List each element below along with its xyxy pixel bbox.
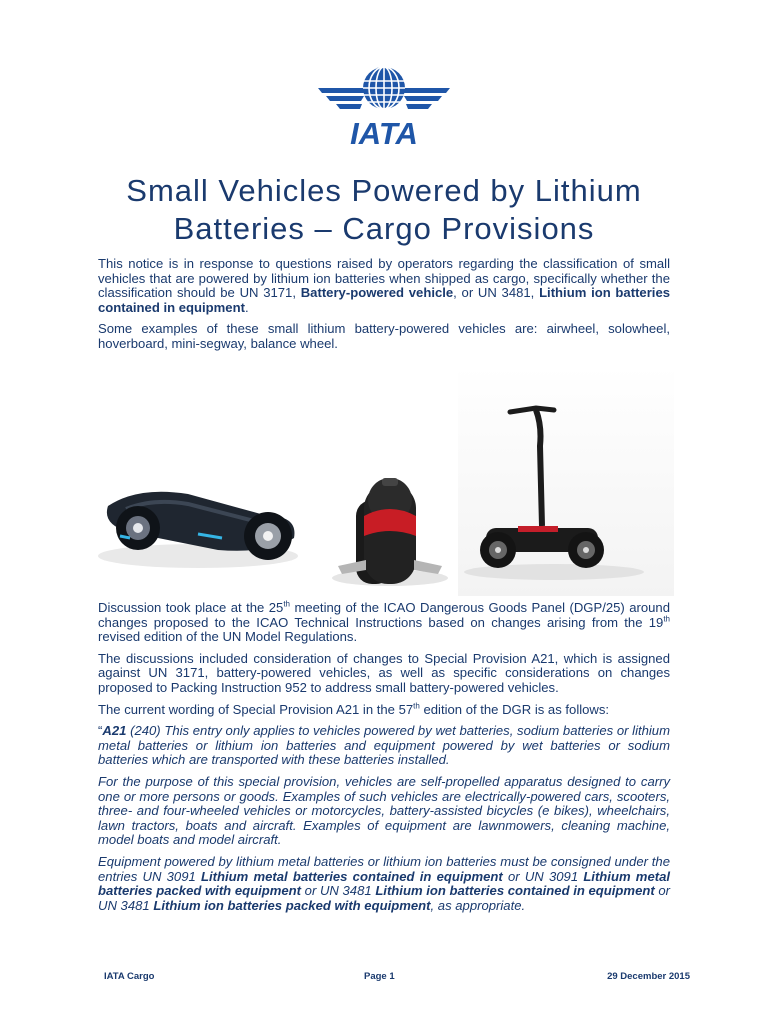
intro-paragraph bbox=[98, 257, 670, 315]
footer-left: IATA Cargo bbox=[104, 971, 155, 982]
text-run: revised edition of the UN Model Regulations. bbox=[98, 629, 358, 645]
text-run: or UN 3481 bbox=[301, 883, 376, 899]
text-run: (240) This entry only applies to vehicles powered by wet batteries, sodium batteries or lithium metal batteries or lithium ion batteries and equipment powered by wet batteries or sodium batteries which are transported with these batteries installed. bbox=[98, 723, 670, 768]
discussion-block bbox=[98, 601, 670, 920]
vehicle-photos bbox=[98, 366, 678, 596]
considerations-paragraph: The discussions included consideration of changes to Special Provision A21, which is assigned against UN 3171, battery-powered vehicles, as well as specific considerations on changes proposed to Packing Instruction 952 to address small battery-powered vehicles. bbox=[98, 650, 670, 695]
superscript: th bbox=[283, 599, 290, 609]
bold-run: A21 bbox=[102, 723, 127, 739]
a21-quote-paragraph bbox=[98, 724, 670, 768]
page-title bbox=[60, 172, 708, 248]
text-run: Discussion took place at the 25 bbox=[98, 600, 284, 615]
text-run: , or UN 3481, bbox=[453, 285, 540, 301]
superscript: th bbox=[413, 701, 420, 711]
text-run: The current wording of Special Provision A21 in the 57 bbox=[98, 701, 414, 717]
superscript: th bbox=[663, 614, 670, 624]
footer-date: 29 December 2015 bbox=[607, 971, 690, 982]
iata-logo bbox=[316, 64, 452, 148]
hoverboard-photo bbox=[98, 492, 298, 568]
text-run: , as appropriate. bbox=[430, 897, 526, 913]
text-run: This notice is in response to questions raised by operators regarding the classification of small vehicles that are powered by lithium ion batteries when shipped as cargo, specifically whether the classification should be UN 3171, bbox=[98, 256, 670, 301]
text-run: or UN 3091 bbox=[502, 868, 584, 884]
intro-block bbox=[98, 257, 670, 359]
title-line-2: Batteries – Cargo Provisions bbox=[173, 211, 595, 246]
discussion-paragraph bbox=[98, 601, 670, 645]
text-run: meeting of the ICAO Dangerous Goods Panel (DGP/25) around changes proposed to the ICAO Technical Instructions based on changes arising from the 19 bbox=[98, 600, 670, 630]
text-run: Equipment powered by lithium metal batteries or lithium ion batteries must be consigned under the entries UN 3091 bbox=[98, 853, 670, 884]
text-run: or UN 3481 bbox=[98, 883, 671, 913]
consignment-paragraph bbox=[98, 855, 670, 913]
electric-unicycle-photo bbox=[332, 478, 448, 586]
current-wording-paragraph bbox=[98, 703, 670, 718]
mini-segway-photo bbox=[458, 366, 674, 596]
bold-run: Lithium metal batteries packed with equipment bbox=[98, 868, 671, 899]
bold-run: Lithium ion batteries contained in equipment bbox=[375, 883, 655, 899]
text-run: . bbox=[244, 299, 249, 315]
iata-globe-wings-logo bbox=[316, 64, 452, 148]
open-quote: “ bbox=[98, 723, 103, 739]
title-line-1: Small Vehicles Powered by Lithium bbox=[126, 173, 642, 208]
examples-paragraph: Some examples of these small lithium battery-powered vehicles are: airwheel, solowheel, hoverboard, mini-segway, balance wheel. bbox=[98, 321, 670, 351]
vehicle-definition-paragraph: For the purpose of this special provision, vehicles are self-propelled apparatus designed to carry one or more persons or goods. Examples of such vehicles are electrically-powered cars, scooters, three- and four-wheeled vehicles or motorcycles, battery-assisted bicycles (e bikes), wheelchairs, lawn tractors, boats and aircraft. Examples of equipment are lawnmowers, cleaning machine, model boats and model aircraft. bbox=[98, 773, 670, 848]
bold-run: Lithium ion batteries packed with equipment bbox=[153, 897, 431, 913]
bold-run: Lithium metal batteries contained in equipment bbox=[200, 868, 503, 884]
logo-text: IATA bbox=[350, 116, 418, 148]
footer-page-number: Page 1 bbox=[364, 971, 395, 982]
text-run: edition of the DGR is as follows: bbox=[419, 701, 610, 717]
bold-run: Lithium ion batteries contained in equipment bbox=[98, 285, 671, 315]
bold-run: Battery-powered vehicle bbox=[300, 285, 454, 301]
